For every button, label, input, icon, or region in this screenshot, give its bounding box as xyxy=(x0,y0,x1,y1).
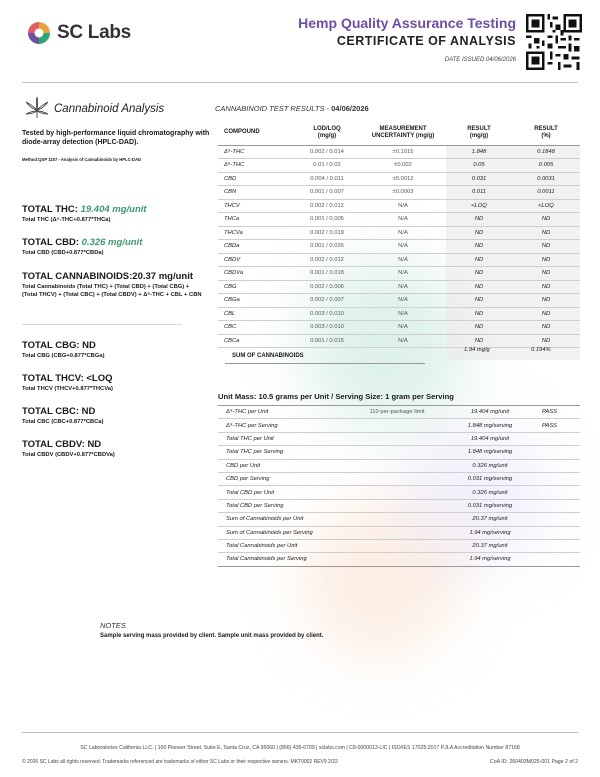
total-cbc-formula: Total CBC (CBC+0.877*CBCa) xyxy=(22,419,104,425)
total-cbg-formula: Total CBG (CBG+0.877*CBGa) xyxy=(22,353,105,359)
result-pct-cell: ND xyxy=(512,226,580,240)
compound-cell: CBC xyxy=(218,321,294,335)
lod-loq-cell: 0.002 / 0.006 xyxy=(294,280,360,294)
status-cell xyxy=(519,539,580,552)
result-mg-g-cell: ND xyxy=(446,213,512,227)
compound-cell: Δ⁸-THC xyxy=(218,159,294,173)
status-cell xyxy=(519,446,580,459)
table-row xyxy=(218,199,580,213)
total-cannabinoids-formula: Total Cannabinoids (Total THC) + (Total CBD) + (Total CBG) + (Total THCV) + (Total CBC) + (Total CBDV) + Δ⁸-THC + CBL + CBN xyxy=(22,284,202,298)
value-cell: 20.37 mg/unit xyxy=(461,513,519,526)
lod-loq-cell: 0.002 / 0.019 xyxy=(294,226,360,240)
total-cbdv-heading: TOTAL CBDV: ND xyxy=(22,439,102,450)
result-mg-g-cell: ND xyxy=(446,307,512,321)
result-pct-cell: <LOQ xyxy=(512,199,580,213)
table-row xyxy=(218,186,580,200)
status-cell xyxy=(519,553,580,566)
compound-cell: THCa xyxy=(218,213,294,227)
table-row xyxy=(218,145,580,159)
table-row xyxy=(218,253,580,267)
total-thcv-heading: TOTAL THCV: <LOQ xyxy=(22,373,113,384)
status-cell xyxy=(519,499,580,512)
uncertainty-cell: N/A xyxy=(360,307,446,321)
unit-mass-title: Unit Mass: 10.5 grams per Unit / Serving Size: 1 gram per Serving xyxy=(218,392,454,401)
result-mg-g-cell: 0.031 xyxy=(446,172,512,186)
lod-loq-cell: 0.002 / 0.007 xyxy=(294,294,360,308)
results-title-date: 04/06/2026 xyxy=(331,104,369,113)
result-mg-g-cell: 0.05 xyxy=(446,159,512,173)
col-header-result-pct: RESULT (%) xyxy=(512,121,580,145)
value-cell: 1.848 mg/serving xyxy=(461,446,519,459)
col-header-result-mg-g: RESULT (mg/g) xyxy=(446,121,512,145)
result-pct-cell: 0.0011 xyxy=(512,186,580,200)
lod-loq-cell: 0.004 / 0.011 xyxy=(294,172,360,186)
sc-labs-logo xyxy=(26,20,131,46)
value-cell: 20.37 mg/unit xyxy=(461,539,519,552)
table-row xyxy=(218,213,580,227)
limit-cell xyxy=(333,419,461,432)
value-cell: 0.031 mg/serving xyxy=(461,472,519,485)
compound-cell: CBN xyxy=(218,186,294,200)
total-cbdv-formula: Total CBDV (CBDV+0.877*CBDVa) xyxy=(22,452,115,458)
uncertainty-cell: N/A xyxy=(360,226,446,240)
table-row xyxy=(218,280,580,294)
table-row xyxy=(218,240,580,254)
total-cbd-value: 0.326 mg/unit xyxy=(81,237,143,248)
total-thc-label: TOTAL THC: xyxy=(22,204,78,215)
compound-cell: CBDVa xyxy=(218,267,294,281)
results-title-prefix: CANNABINOID TEST RESULTS - xyxy=(215,104,332,113)
value-cell: 1.848 mg/serving xyxy=(461,419,519,432)
lod-loq-cell: 0.001 / 0.026 xyxy=(294,240,360,254)
lod-loq-cell: 0.01 / 0.02 xyxy=(294,159,360,173)
value-cell: 1.94 mg/serving xyxy=(461,526,519,539)
limit-cell xyxy=(333,432,461,445)
total-cbd-formula: Total CBD (CBD+0.877*CBDa) xyxy=(22,250,104,256)
results-header-row xyxy=(218,121,580,145)
sum-result-pct: 0.194% xyxy=(531,347,551,353)
brand-name: SC Labs xyxy=(57,22,131,43)
sc-labs-logo-icon xyxy=(26,20,52,46)
uncertainty-cell: ±0.1015 xyxy=(360,145,446,159)
compound-cell: Δ⁹-THC xyxy=(218,145,294,159)
footer-divider xyxy=(22,732,578,733)
total-cbd-label: TOTAL CBD: xyxy=(22,237,79,248)
status-cell xyxy=(519,526,580,539)
measure-cell: Δ⁹-THC per Serving xyxy=(218,419,333,432)
status-cell xyxy=(519,432,580,445)
lod-loq-cell: 0.002 / 0.012 xyxy=(294,253,360,267)
table-row xyxy=(218,159,580,173)
total-thcv-formula: Total THCV (THCV+0.877*THCVa) xyxy=(22,386,113,392)
lod-loq-cell: 0.002 / 0.014 xyxy=(294,145,360,159)
result-mg-g-cell: ND xyxy=(446,267,512,281)
unit-mass-row xyxy=(218,526,580,539)
total-cbg-heading: TOTAL CBG: ND xyxy=(22,340,96,351)
result-pct-cell: 0.1848 xyxy=(512,145,580,159)
result-pct-cell: ND xyxy=(512,294,580,308)
result-pct-cell: ND xyxy=(512,307,580,321)
lod-loq-cell: 0.003 / 0.010 xyxy=(294,321,360,335)
measure-cell: Total CBD per Unit xyxy=(218,486,333,499)
report-subtitle: CERTIFICATE OF ANALYSIS xyxy=(336,34,516,48)
date-issued: DATE ISSUED 04/06/2026 xyxy=(444,57,516,63)
limit-cell xyxy=(333,526,461,539)
status-cell xyxy=(519,459,580,472)
result-pct-cell: ND xyxy=(512,213,580,227)
lod-loq-cell: 0.002 / 0.012 xyxy=(294,199,360,213)
uncertainty-cell: N/A xyxy=(360,213,446,227)
result-mg-g-cell: ND xyxy=(446,294,512,308)
table-row xyxy=(218,172,580,186)
table-row xyxy=(218,226,580,240)
uncertainty-cell: N/A xyxy=(360,294,446,308)
compound-cell: CBGa xyxy=(218,294,294,308)
result-pct-cell: 0.005 xyxy=(512,159,580,173)
result-pct-cell: ND xyxy=(512,334,580,348)
measure-cell: Total THC per Serving xyxy=(218,446,333,459)
total-cannabinoids-heading: TOTAL CANNABINOIDS:20.37 mg/unit xyxy=(22,271,194,282)
result-pct-cell: ND xyxy=(512,280,580,294)
lod-loq-cell: 0.001 / 0.007 xyxy=(294,186,360,200)
result-mg-g-cell: ND xyxy=(446,240,512,254)
unit-mass-row xyxy=(218,539,580,552)
header-divider xyxy=(22,82,578,83)
limit-cell xyxy=(333,486,461,499)
value-cell: 0.326 mg/unit xyxy=(461,486,519,499)
table-row xyxy=(218,307,580,321)
report-title: Hemp Quality Assurance Testing xyxy=(298,15,516,31)
status-cell xyxy=(519,472,580,485)
results-title xyxy=(215,104,369,113)
measure-cell: Sum of Cannabinoids per Unit xyxy=(218,513,333,526)
lod-loq-cell: 0.001 / 0.015 xyxy=(294,334,360,348)
total-cbd-heading xyxy=(22,237,142,248)
compound-cell: CBDV xyxy=(218,253,294,267)
unit-mass-row xyxy=(218,499,580,512)
result-mg-g-cell: ND xyxy=(446,280,512,294)
limit-cell xyxy=(333,499,461,512)
left-divider xyxy=(22,324,182,325)
uncertainty-cell: ±0.0012 xyxy=(360,172,446,186)
measure-cell: Sum of Cannabinoids per Serving xyxy=(218,526,333,539)
limit-cell xyxy=(333,539,461,552)
sum-row-cell xyxy=(294,348,360,360)
sum-row-cell xyxy=(360,348,446,360)
status-cell xyxy=(519,513,580,526)
unit-mass-row xyxy=(218,472,580,485)
measure-cell: Total Cannabinoids per Unit xyxy=(218,539,333,552)
value-cell: 19.404 mg/unit xyxy=(461,406,519,419)
table-row xyxy=(218,334,580,348)
table-row xyxy=(218,267,580,281)
result-mg-g-cell: ND xyxy=(446,334,512,348)
result-pct-cell: ND xyxy=(512,321,580,335)
unit-mass-row xyxy=(218,459,580,472)
result-pct-cell: ND xyxy=(512,267,580,281)
uncertainty-cell: ±0.0003 xyxy=(360,186,446,200)
total-thc-value: 19.404 mg/unit xyxy=(80,204,147,215)
total-thc-formula: Total THC (Δ⁹-THC+0.877*THCa) xyxy=(22,217,111,223)
table-row xyxy=(218,321,580,335)
result-mg-g-cell: 1.848 xyxy=(446,145,512,159)
total-cbc-heading: TOTAL CBC: ND xyxy=(22,406,96,417)
limit-cell: 110 per-package limit xyxy=(333,406,461,419)
measure-cell: Δ⁹-THC per Unit xyxy=(218,406,333,419)
result-mg-g-cell: ND xyxy=(446,253,512,267)
uncertainty-cell: N/A xyxy=(360,240,446,254)
result-mg-g-cell: ND xyxy=(446,226,512,240)
measure-cell: Total THC per Unit xyxy=(218,432,333,445)
sum-result-mg-g: 1.94 mg/g xyxy=(464,347,490,353)
unit-mass-row xyxy=(218,486,580,499)
footer-coa-id: CoA ID: 260403M025-001 Page 2 of 2 xyxy=(490,759,578,765)
compound-cell: CBG xyxy=(218,280,294,294)
cannabis-leaf-icon xyxy=(24,96,50,120)
result-mg-g-cell: ND xyxy=(446,321,512,335)
status-cell: PASS xyxy=(519,406,580,419)
limit-cell xyxy=(333,472,461,485)
method-description: Tested by high-performance liquid chromatography with diode-array detection (HPLC-DAD). xyxy=(22,130,210,146)
lod-loq-cell: 0.001 / 0.018 xyxy=(294,267,360,281)
notes-body: Sample serving mass provided by client. Sample unit mass provided by client. xyxy=(100,633,324,639)
col-header-lod-loq: LOD/LOQ (mg/g) xyxy=(294,121,360,145)
uncertainty-cell: N/A xyxy=(360,253,446,267)
unit-mass-row xyxy=(218,419,580,432)
limit-cell xyxy=(333,446,461,459)
limit-cell xyxy=(333,553,461,566)
measure-cell: Total Cannabinoids per Serving xyxy=(218,553,333,566)
method-reference: Method:QSP 1157 - Analysis of Cannabinoids by HPLC-DAD xyxy=(22,157,142,162)
status-cell xyxy=(519,486,580,499)
compound-cell: CBCa xyxy=(218,334,294,348)
value-cell: 0.031 mg/serving xyxy=(461,499,519,512)
lod-loq-cell: 0.001 / 0.005 xyxy=(294,213,360,227)
result-pct-cell: ND xyxy=(512,253,580,267)
sum-divider xyxy=(225,363,425,364)
uncertainty-cell: ±0.002 xyxy=(360,159,446,173)
unit-mass-table xyxy=(218,405,580,567)
unit-mass-row xyxy=(218,432,580,445)
col-header-uncertainty: MEASUREMENT UNCERTAINTY (mg/g) xyxy=(360,121,446,145)
result-pct-cell: ND xyxy=(512,240,580,254)
section-title-cannabinoid-analysis: Cannabinoid Analysis xyxy=(54,103,165,115)
notes-title: NOTES xyxy=(100,621,126,630)
compound-cell: THCVa xyxy=(218,226,294,240)
status-cell: PASS xyxy=(519,419,580,432)
compound-cell: CBDa xyxy=(218,240,294,254)
uncertainty-cell: N/A xyxy=(360,280,446,294)
cannabinoid-results-table xyxy=(218,121,580,360)
sum-of-cannabinoids-label: SUM OF CANNABINOIDS xyxy=(232,353,304,359)
unit-mass-row xyxy=(218,446,580,459)
compound-cell: THCV xyxy=(218,199,294,213)
uncertainty-cell: N/A xyxy=(360,199,446,213)
compound-cell: CBD xyxy=(218,172,294,186)
result-mg-g-cell: <LOQ xyxy=(446,199,512,213)
measure-cell: CBD per Serving xyxy=(218,472,333,485)
value-cell: 19.404 mg/unit xyxy=(461,432,519,445)
unit-mass-row xyxy=(218,553,580,566)
unit-mass-row xyxy=(218,406,580,419)
col-header-compound: COMPOUND xyxy=(218,121,294,145)
table-row xyxy=(218,294,580,308)
lod-loq-cell: 0.003 / 0.010 xyxy=(294,307,360,321)
value-cell: 0.326 mg/unit xyxy=(461,459,519,472)
measure-cell: Total CBD per Serving xyxy=(218,499,333,512)
unit-mass-row xyxy=(218,513,580,526)
footer-copyright: © 2026 SC Labs all rights reserved. Trademarks referenced are trademarks of either SC Labs or their respective owners. MKT0002 REV9 2/22 xyxy=(22,759,338,765)
result-pct-cell: 0.0031 xyxy=(512,172,580,186)
footer-address: SC Laboratories California LLC. | 100 Pioneer Street, Suite E, Santa Cruz, CA 95060 | (866) 435-0709 | sclabs.com | C8-0000013-LIC | ISO/IES 17025:2017 PJLA Accreditation Number 87168 xyxy=(80,745,520,751)
compound-cell: CBL xyxy=(218,307,294,321)
qr-code-icon xyxy=(526,14,582,70)
limit-cell xyxy=(333,459,461,472)
value-cell: 1.94 mg/serving xyxy=(461,553,519,566)
result-mg-g-cell: 0.011 xyxy=(446,186,512,200)
uncertainty-cell: N/A xyxy=(360,334,446,348)
measure-cell: CBD per Unit xyxy=(218,459,333,472)
uncertainty-cell: N/A xyxy=(360,321,446,335)
uncertainty-cell: N/A xyxy=(360,267,446,281)
limit-cell xyxy=(333,513,461,526)
total-thc-heading xyxy=(22,204,147,215)
